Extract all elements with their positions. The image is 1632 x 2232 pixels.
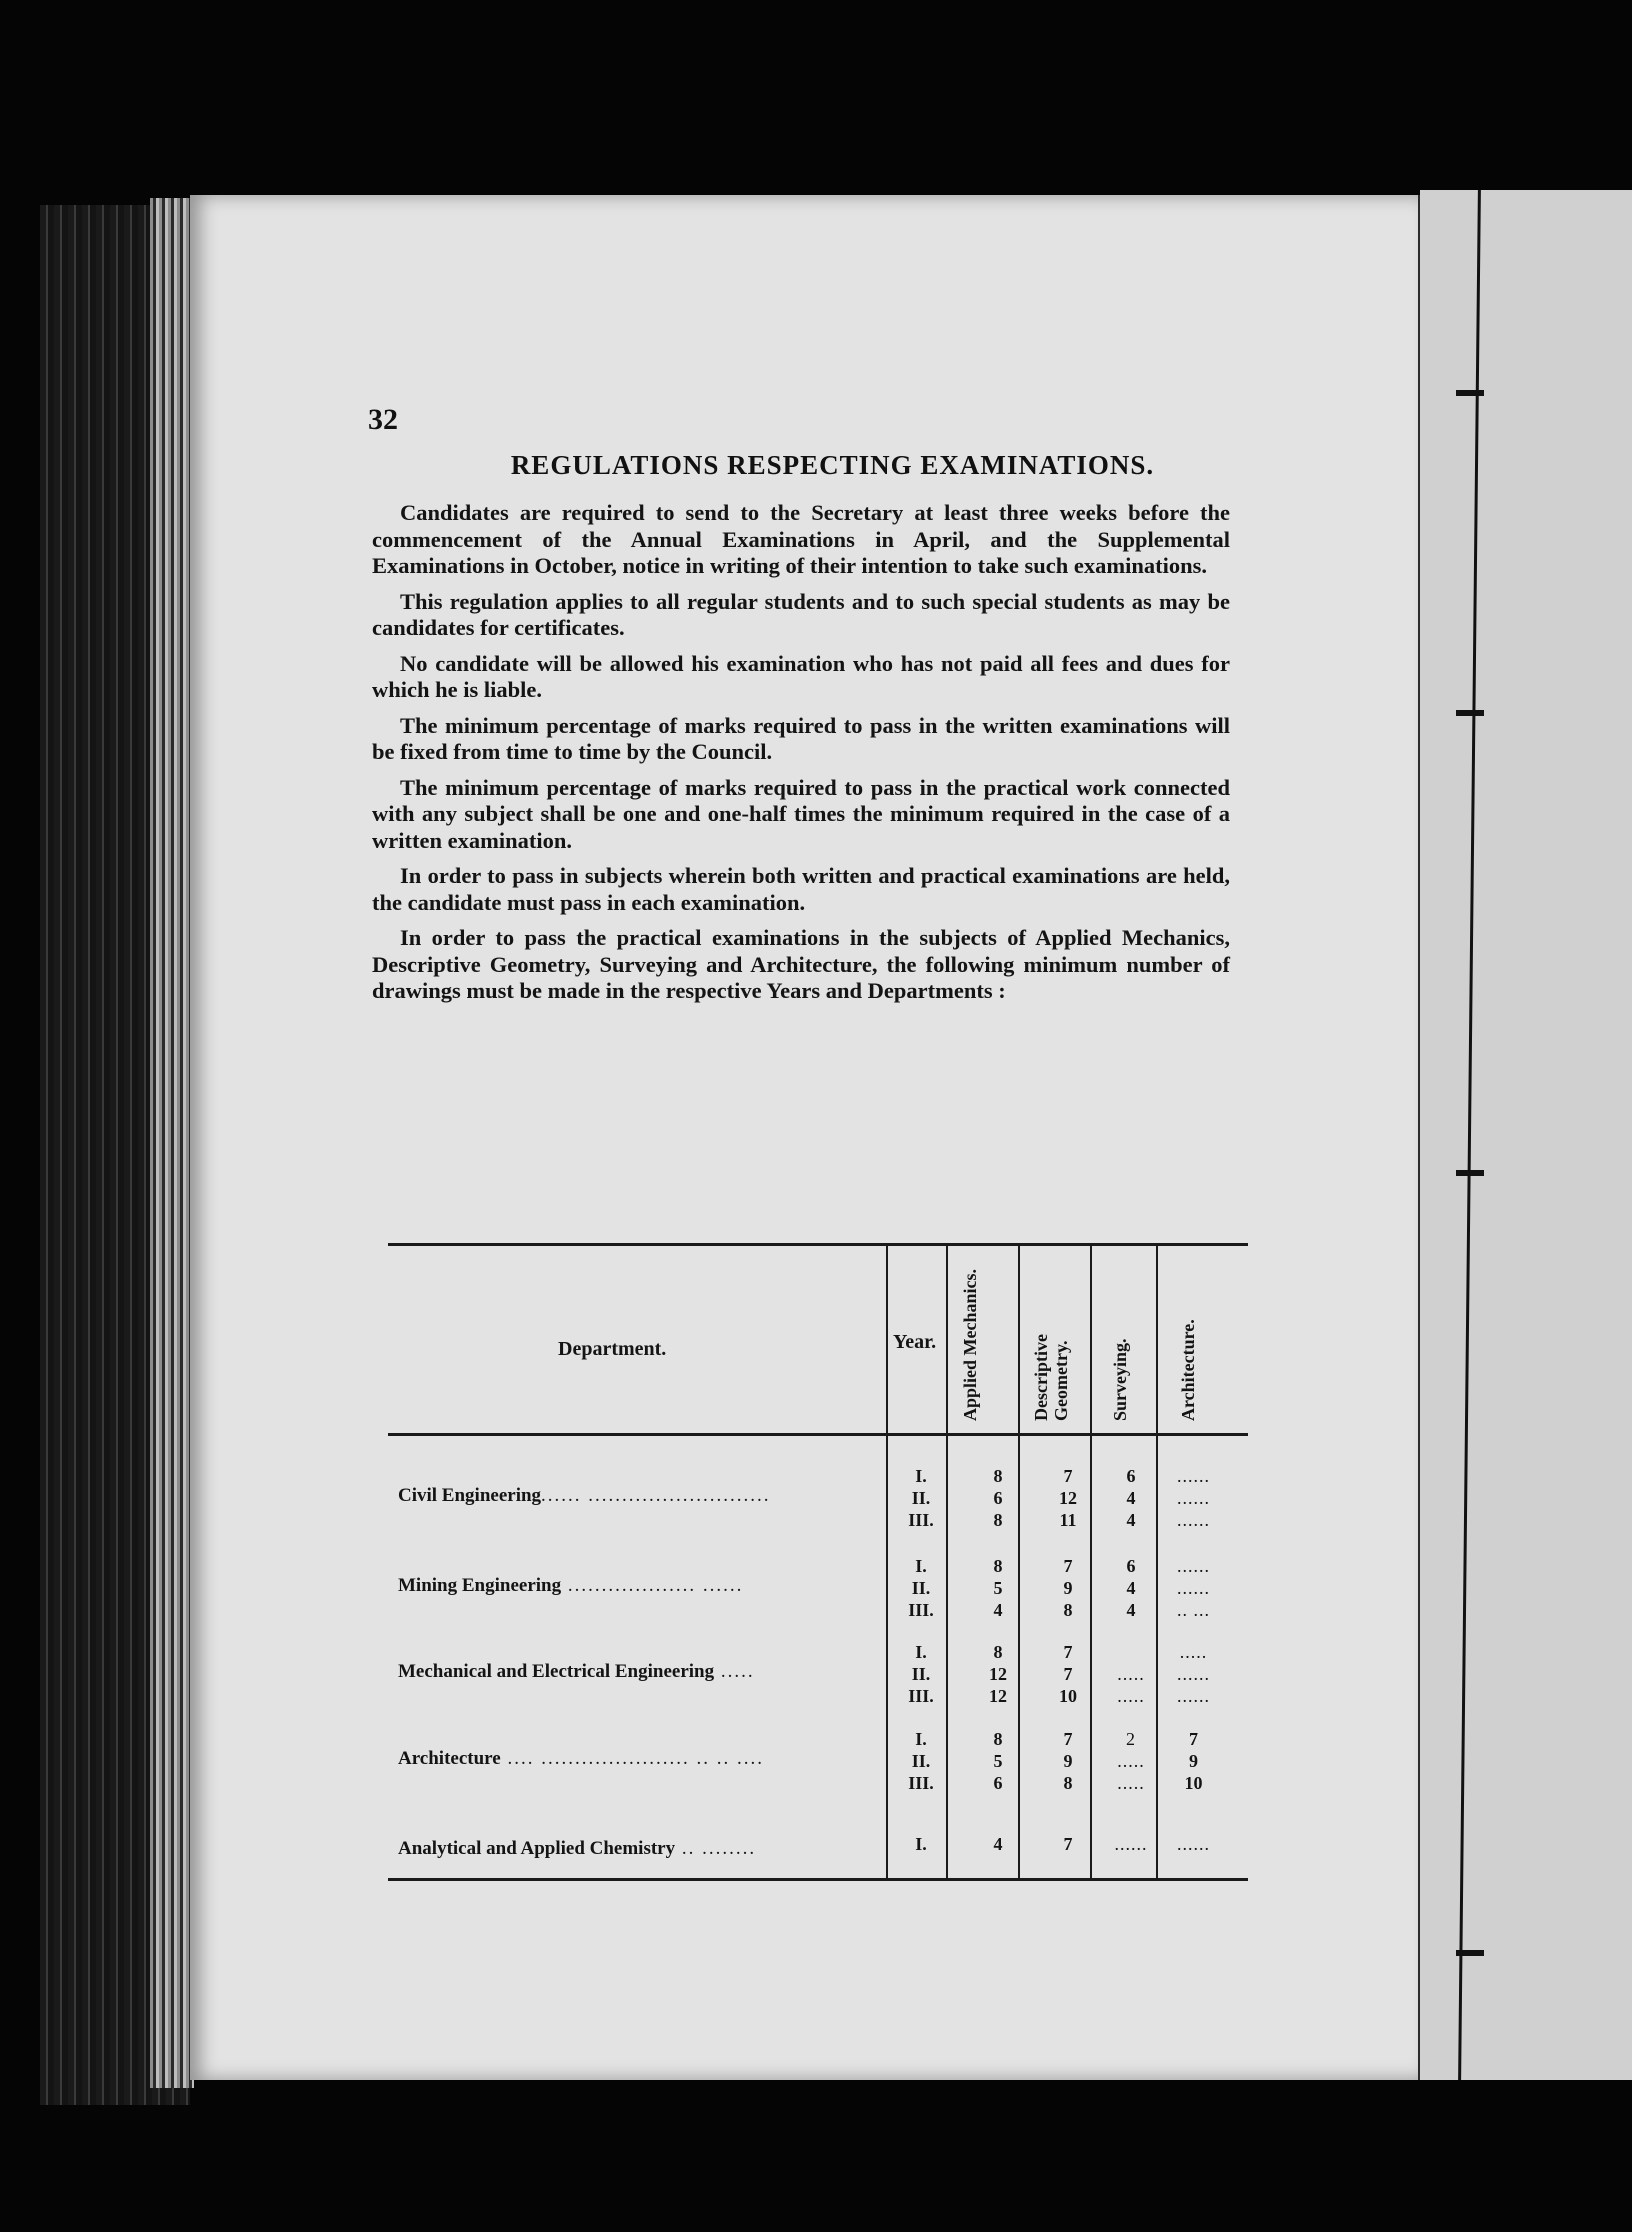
table-bottom-rule	[388, 1878, 1248, 1881]
table-header-rule	[388, 1433, 1248, 1436]
surveying-cell: 6 4 4	[1126, 1556, 1136, 1620]
header-applied-mechanics-label: Applied Mechanics.	[960, 1268, 980, 1421]
architecture-cell: 7 9 10	[1184, 1729, 1203, 1793]
surveying-cell: ..... .....	[1117, 1664, 1145, 1706]
descriptive-geometry-cell: 7 7 10	[1059, 1642, 1077, 1706]
applied-mechanics-cell: 8 5 4	[993, 1556, 1003, 1620]
year-cell: I. II. III.	[908, 1556, 934, 1620]
rule-mark	[1456, 1950, 1484, 1956]
drawings-table	[388, 1243, 1248, 1903]
architecture-cell: ......	[1177, 1834, 1210, 1854]
descriptive-geometry-cell: 7	[1063, 1834, 1073, 1854]
header-descriptive-geometry-label: Descriptive Geometry.	[1031, 1334, 1071, 1421]
header-department: Department.	[558, 1338, 667, 1360]
descriptive-geometry-cell: 7 12 11	[1059, 1466, 1077, 1530]
dept-mining-engineering: Mining Engineering ................... ......	[398, 1575, 744, 1596]
architecture-cell: ...... ...... ......	[1177, 1466, 1210, 1530]
applied-mechanics-cell: 8 6 8	[993, 1466, 1003, 1530]
paragraph: No candidate will be allowed his examination who has not paid all fees and dues for which he is liable.	[372, 650, 1230, 702]
rule-mark	[1456, 390, 1484, 396]
year-cell: I. II. III.	[908, 1729, 934, 1793]
dept-civil-engineering: Civil Engineering...... ...........................	[398, 1485, 771, 1506]
paragraph: In order to pass in subjects wherein both written and practical examinations are held, the candidate must pass in each examination.	[372, 863, 1230, 915]
architecture-cell: ...... ...... .. ...	[1177, 1556, 1210, 1620]
year-cell: I.	[915, 1834, 927, 1854]
architecture-cell: ..... ...... ......	[1177, 1642, 1210, 1706]
header-applied-mechanics	[960, 1261, 980, 1421]
year-cell: I. II. III.	[908, 1642, 934, 1706]
body-text	[372, 500, 1230, 1014]
page-number: 32	[368, 403, 398, 436]
facing-page-rule	[1458, 190, 1481, 2080]
column-divider	[886, 1243, 888, 1878]
table-top-rule	[388, 1243, 1248, 1246]
paragraph: The minimum percentage of marks required to pass in the practical work connected with any subject shall be one and one-half times the minimum required in the case of a written examination.	[372, 774, 1230, 853]
descriptive-geometry-cell: 7 9 8	[1063, 1729, 1073, 1793]
paragraph: This regulation applies to all regular students and to such special students as may be candidates for certificates.	[372, 588, 1230, 640]
header-architecture	[1178, 1319, 1198, 1421]
year-cell: I. II. III.	[908, 1466, 934, 1530]
header-architecture-label: Architecture.	[1178, 1319, 1198, 1421]
surveying-cell: ......	[1114, 1834, 1148, 1854]
header-surveying-label: Surveying.	[1110, 1338, 1130, 1421]
header-descriptive-geometry	[1031, 1261, 1071, 1421]
column-divider	[1156, 1243, 1158, 1878]
applied-mechanics-cell: 4	[993, 1834, 1003, 1854]
applied-mechanics-cell: 8 5 6	[993, 1729, 1003, 1793]
page-heading: REGULATIONS RESPECTING EXAMINATIONS.	[510, 450, 1155, 480]
rule-mark	[1456, 710, 1484, 716]
column-divider	[946, 1243, 948, 1878]
paragraph: In order to pass the practical examinations in the subjects of Applied Mechanics, Descriptive Geometry, Surveying and Architecture, the following minimum number of drawings must be made in the respective Years and Departments :	[372, 925, 1230, 1003]
paragraph: Candidates are required to send to the Secretary at least three weeks before the commencement of the Annual Examinations in April, and the Supplemental Examinations in October, notice in writing of their intention to take such examinations.	[372, 500, 1230, 578]
dept-mechanical-electrical: Mechanical and Electrical Engineering .....	[398, 1661, 755, 1682]
header-year: Year.	[893, 1331, 937, 1353]
facing-page-edge	[1420, 190, 1632, 2080]
paragraph: The minimum percentage of marks required to pass in the written examinations will be fixed from time to time by the Council.	[372, 712, 1230, 764]
dept-architecture: Architecture .... ...................... .. .. ....	[398, 1748, 764, 1769]
rule-mark	[1456, 1170, 1484, 1176]
applied-mechanics-cell: 8 12 12	[989, 1642, 1007, 1706]
descriptive-geometry-cell: 7 9 8	[1063, 1556, 1073, 1620]
header-surveying	[1110, 1338, 1130, 1421]
page-edges	[150, 198, 194, 2088]
dept-analytical-chemistry: Analytical and Applied Chemistry .. ........	[398, 1838, 757, 1859]
surveying-cell: 6 4 4	[1126, 1466, 1136, 1530]
book-page	[190, 195, 1420, 2080]
surveying-cell: 2 ..... .....	[1117, 1729, 1145, 1793]
